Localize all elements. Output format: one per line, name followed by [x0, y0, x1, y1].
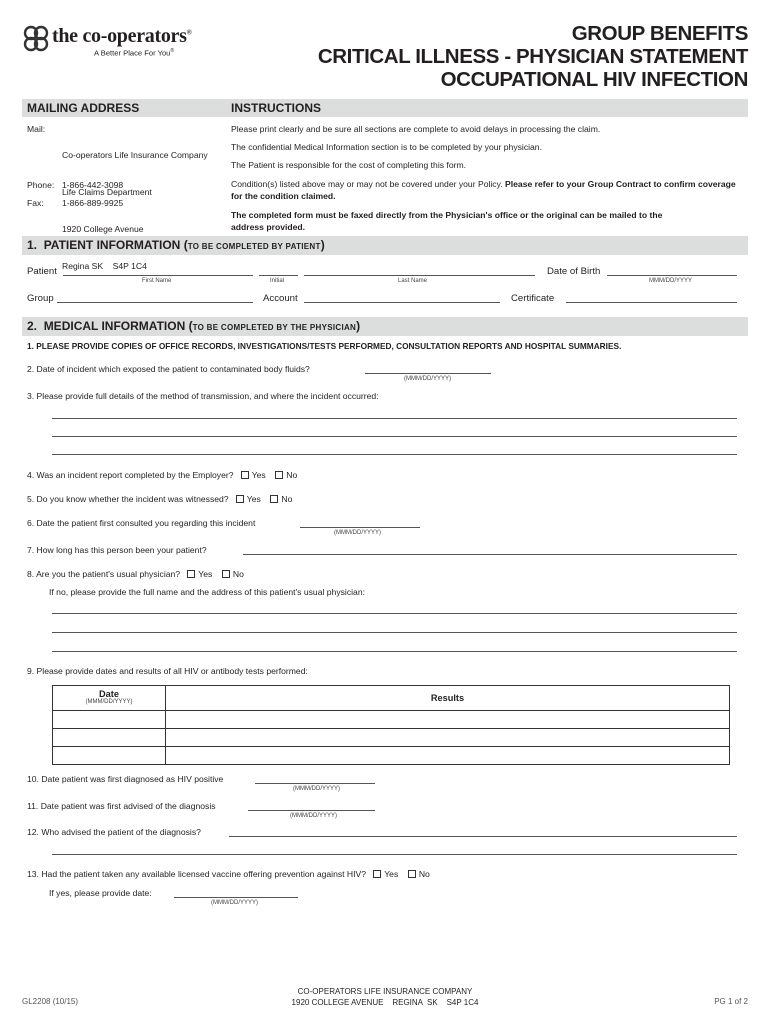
- fax-value: 1-866-889-9925: [62, 198, 124, 208]
- brand-reg: ®: [186, 28, 192, 37]
- table-date-cell[interactable]: [53, 729, 166, 747]
- date-header-label: Date: [99, 689, 119, 699]
- q13b-date-field[interactable]: [174, 897, 298, 898]
- section2-paren-close: ): [356, 319, 361, 333]
- mail-line-2: Life Claims Department: [62, 187, 152, 198]
- q4-row: [27, 470, 297, 480]
- q8-yes-checkbox[interactable]: [187, 570, 195, 578]
- dob-label: Date of Birth: [547, 266, 601, 277]
- q2-date-caption: (MMM/DD/YYYY): [404, 376, 451, 382]
- q5-yes-checkbox[interactable]: [236, 495, 244, 503]
- footer-address: 1920 COLLEGE AVENUE REGINA SK S4P 1C4: [291, 998, 479, 1007]
- instruction-4a: Condition(s) listed above may or may not be covered under your Policy.: [231, 179, 503, 189]
- table-date-cell[interactable]: [53, 747, 166, 765]
- q5-no-label: No: [281, 494, 293, 504]
- first-name-field[interactable]: [63, 275, 253, 276]
- initial-caption: Initial: [270, 278, 285, 284]
- form-code: GL2208 (10/15): [22, 997, 79, 1006]
- q12-text: 12. Who advised the patient of the diagnosis?: [27, 827, 201, 837]
- q8b-line-2[interactable]: [52, 632, 737, 633]
- q10-date-caption: (MMM/DD/YYYY): [293, 786, 340, 792]
- section2-number: 2.: [27, 319, 38, 333]
- q6-date-field[interactable]: [300, 527, 420, 528]
- q11-text: 11. Date patient was first advised of the diagnosis: [27, 801, 216, 811]
- table-date-cell[interactable]: [53, 711, 166, 729]
- q13b-date-caption: (MMM/DD/YYYY): [211, 900, 258, 906]
- q8-text: 8. Are you the patient's usual physician?: [27, 569, 181, 579]
- q4-yes-checkbox[interactable]: [241, 471, 249, 479]
- q4-text: 4. Was an incident report completed by the Employer?: [27, 470, 234, 480]
- last-name-caption: Last Name: [398, 278, 428, 284]
- q13-text: 13. Had the patient taken any available licensed vaccine offering prevention against HIV?: [27, 869, 367, 879]
- q13-yes-label: Yes: [384, 869, 399, 879]
- table-row: [53, 729, 730, 747]
- q3-text: 3. Please provide full details of the method of transmission, and where the incident occurred:: [27, 391, 379, 401]
- first-name-caption: First Name: [142, 278, 172, 284]
- q8-no-checkbox[interactable]: [222, 570, 230, 578]
- q4-no-checkbox[interactable]: [275, 471, 283, 479]
- phone-value: 1-866-442-3098: [62, 180, 124, 190]
- section1-sub: TO BE COMPLETED BY PATIENT: [187, 242, 321, 251]
- fax-label: Fax:: [27, 198, 44, 208]
- q8-yes-label: Yes: [198, 569, 213, 579]
- q13b-text: If yes, please provide date:: [49, 888, 152, 898]
- q6-date-caption: (MMM/DD/YYYY): [334, 530, 381, 536]
- section1-paren-open: (: [183, 238, 188, 252]
- q3-line-2[interactable]: [52, 436, 737, 437]
- account-label: Account: [263, 293, 298, 304]
- instruction-4: [231, 178, 736, 202]
- q9-text: 9. Please provide dates and results of all HIV or antibody tests performed:: [27, 666, 308, 676]
- results-header: Results: [166, 686, 730, 711]
- group-label: Group: [27, 293, 54, 304]
- q8-no-label: No: [232, 569, 244, 579]
- phone-label: Phone:: [27, 180, 55, 190]
- last-name-field[interactable]: [304, 275, 535, 276]
- section2-title: MEDICAL INFORMATION: [43, 319, 186, 333]
- q2-text: 2. Date of incident which exposed the patient to contaminated body fluids?: [27, 364, 310, 374]
- group-field[interactable]: [57, 302, 253, 303]
- q3-line-3[interactable]: [52, 454, 737, 455]
- section1-heading: [27, 238, 325, 252]
- section2-paren-open: (: [188, 319, 193, 333]
- q11-date-field[interactable]: [248, 810, 375, 811]
- form-title: [318, 22, 748, 91]
- mail-line-1: Co-operators Life Insurance Company: [62, 149, 208, 160]
- q8b-text: If no, please provide the full name and the address of this patient's usual physician:: [49, 587, 365, 597]
- page-number: PG 1 of 2: [714, 997, 748, 1006]
- instruction-3: The Patient is responsible for the cost of completing this form.: [231, 160, 467, 170]
- q5-yes-label: Yes: [246, 494, 261, 504]
- section2-sub: TO BE COMPLETED BY THE PHYSICIAN: [192, 323, 357, 332]
- q4-no-label: No: [286, 470, 298, 480]
- q8-row: [27, 569, 244, 579]
- q5-no-checkbox[interactable]: [270, 495, 278, 503]
- q3-line-1[interactable]: [52, 418, 737, 419]
- q7-field[interactable]: [243, 554, 737, 555]
- q6-text: 6. Date the patient first consulted you regarding this incident: [27, 518, 256, 528]
- title-line-3: OCCUPATIONAL HIV INFECTION: [440, 68, 748, 91]
- mail-label: Mail:: [27, 124, 46, 134]
- brand-logo: [22, 24, 212, 64]
- co-operators-logo-icon: [22, 24, 50, 54]
- table-row: [53, 711, 730, 729]
- patient-label: Patient: [27, 266, 57, 277]
- q11-date-caption: (MMM/DD/YYYY): [290, 813, 337, 819]
- footer-company-name: CO-OPERATORS LIFE INSURANCE COMPANY: [297, 987, 473, 996]
- brand-tagline: A Better Place For You: [94, 48, 171, 58]
- q1-text: 1. PLEASE PROVIDE COPIES OF OFFICE RECORDS, INVESTIGATIONS/TESTS PERFORMED, CONSULTATION REPORTS AND HOSPITAL SUMMARIES.: [27, 341, 622, 351]
- q13-no-label: No: [418, 869, 430, 879]
- footer-company: [235, 986, 535, 1008]
- tagline-mark: ®: [170, 48, 175, 54]
- section1-title: PATIENT INFORMATION: [43, 238, 181, 252]
- q5-row: [27, 494, 292, 504]
- table-row: [53, 747, 730, 765]
- mail-line-4: Regina SK S4P 1C4: [62, 261, 147, 272]
- dob-caption: MMM/DD/YYYY: [649, 278, 693, 284]
- instruction-5: The completed form must be faxed directly from the Physician's office or the original can be mailed to the address provided.: [231, 210, 663, 232]
- section1-paren-close: ): [320, 238, 325, 252]
- q12-field-2[interactable]: [52, 854, 737, 855]
- instruction-1: Please print clearly and be sure all sections are complete to avoid delays in processing the claim.: [231, 124, 601, 134]
- q12-field-1[interactable]: [229, 836, 737, 837]
- q7-text: 7. How long has this person been your patient?: [27, 545, 207, 555]
- brand-name: the co-operators: [52, 25, 187, 47]
- q2-date-field[interactable]: [365, 373, 491, 374]
- q13-no-checkbox[interactable]: [408, 870, 416, 878]
- date-header: [53, 686, 166, 711]
- q13-row: [27, 869, 430, 879]
- certificate-label: Certificate: [511, 293, 555, 304]
- date-header-caption: (MMM/DD/YYYY): [85, 699, 133, 705]
- table-results-cell[interactable]: [166, 711, 730, 729]
- initial-field[interactable]: [259, 275, 298, 276]
- q5-text: 5. Do you know whether the incident was witnessed?: [27, 494, 229, 504]
- instructions-heading: INSTRUCTIONS: [231, 101, 321, 115]
- section1-number: 1.: [27, 238, 38, 252]
- table-header-row: [53, 686, 730, 711]
- q4-yes-label: Yes: [251, 470, 266, 480]
- account-field[interactable]: [304, 302, 500, 303]
- section2-heading: [27, 319, 360, 333]
- dob-field[interactable]: [607, 275, 737, 276]
- q13-yes-checkbox[interactable]: [373, 870, 381, 878]
- table-results-cell[interactable]: [166, 747, 730, 765]
- mail-line-3: 1920 College Avenue: [62, 224, 144, 235]
- table-results-cell[interactable]: [166, 729, 730, 747]
- title-line-1: GROUP BENEFITS: [571, 22, 748, 45]
- q8b-line-1[interactable]: [52, 613, 737, 614]
- mailing-heading: MAILING ADDRESS: [27, 101, 140, 115]
- certificate-field[interactable]: [566, 302, 737, 303]
- instruction-2: The confidential Medical Information section is to be completed by your physician.: [231, 142, 542, 152]
- hiv-tests-table: [52, 685, 730, 765]
- q10-text: 10. Date patient was first diagnosed as HIV positive: [27, 774, 224, 784]
- q8b-line-3[interactable]: [52, 651, 737, 652]
- title-line-2: CRITICAL ILLNESS - PHYSICIAN STATEMENT: [317, 45, 748, 68]
- instruction-4b: Please refer to your Group Contract to confirm coverage for the condition claimed.: [231, 179, 736, 201]
- q10-date-field[interactable]: [255, 783, 375, 784]
